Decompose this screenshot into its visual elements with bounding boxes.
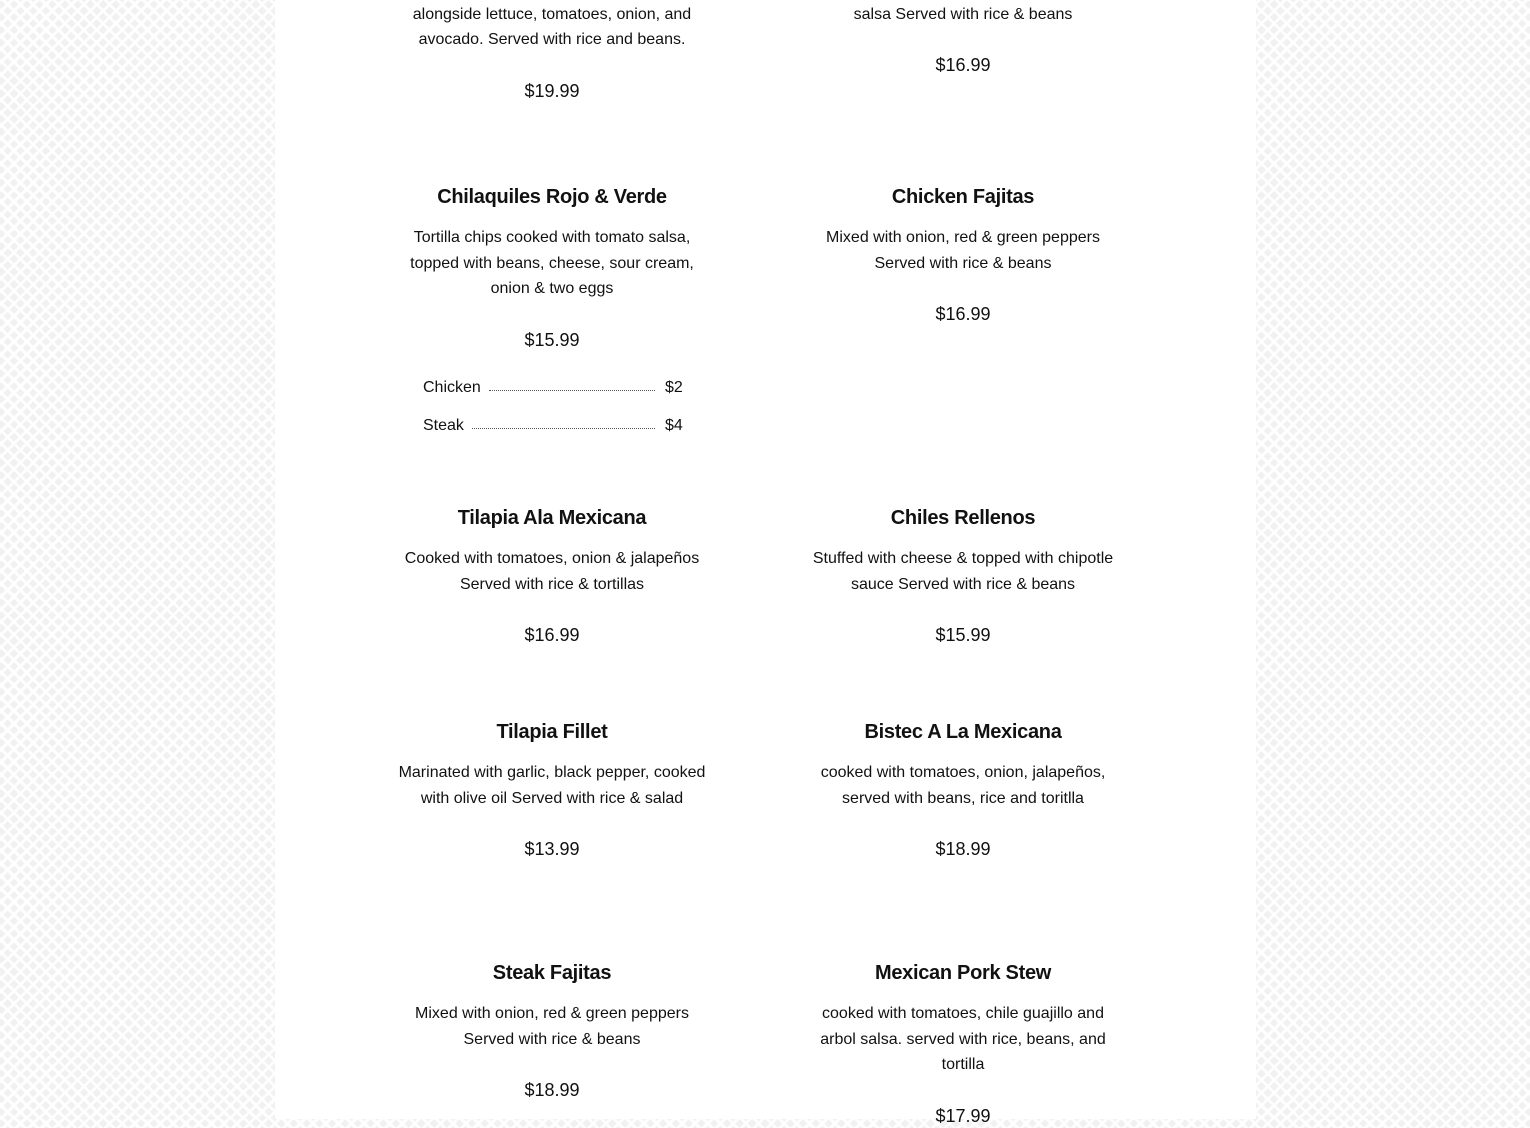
menu-item-description: Stuffed with cheese & topped with chipotle sauce Served with rice & beans — [812, 550, 1114, 593]
menu-item-description: Tortilla chips cooked with tomato salsa, topped with beans, cheese, sour cream, onion & two eggs — [410, 229, 694, 297]
menu-item-name: Chicken Fajitas — [891, 186, 1035, 208]
menu-item-pork-stew — [803, 961, 1123, 1128]
menu-item-price: $18.99 — [524, 1080, 580, 1100]
menu-item-name: Bistec A La Mexicana — [864, 721, 1062, 743]
menu-item-bistec — [803, 720, 1123, 861]
menu-item-price: $15.99 — [524, 329, 580, 350]
menu-page — [275, 0, 1256, 1126]
addon-row-steak — [423, 411, 683, 435]
menu-item-price: $16.99 — [935, 304, 991, 324]
menu-item-steak-fajitas — [392, 961, 712, 1102]
menu-item-price: $19.99 — [524, 80, 580, 101]
menu-item-name: Chilaquiles Rojo & Verde — [437, 186, 667, 208]
dotted-leader — [472, 427, 655, 429]
menu-item-chiles-rellenos — [803, 506, 1123, 647]
menu-item-price: $16.99 — [524, 625, 580, 645]
menu-item-name: Tilapia Fillet — [496, 721, 608, 743]
addon-label: Steak — [423, 417, 464, 434]
addon-list — [423, 373, 683, 449]
menu-item-price: $16.99 — [935, 55, 991, 75]
menu-item-guajillo — [803, 0, 1123, 77]
menu-item-skirt-steak — [392, 0, 712, 103]
menu-item-name: Steak Fajitas — [492, 962, 612, 984]
menu-item-name: Tilapia Ala Mexicana — [457, 507, 647, 529]
addon-price: $4 — [665, 417, 683, 434]
menu-item-description: cooked with tomatoes, onion, jalapeños, served with beans, rice and toritlla — [820, 764, 1106, 807]
menu-item-description: salsa Served with rice & beans — [853, 5, 1073, 23]
menu-item-price: $18.99 — [935, 839, 991, 859]
menu-item-description: cooked with tomatoes, chile guajillo and arbol salsa. served with rice, beans, and tortilla — [820, 1005, 1106, 1073]
menu-item-chilaquiles — [392, 185, 712, 352]
menu-item-tilapia-fillet — [392, 720, 712, 861]
menu-item-price: $17.99 — [935, 1105, 991, 1126]
menu-item-name: Mexican Pork Stew — [874, 962, 1052, 984]
dotted-leader — [489, 389, 655, 391]
menu-item-description: Mixed with onion, red & green peppers Served with rice & beans — [415, 1005, 689, 1048]
addon-row-chicken — [423, 373, 683, 397]
menu-item-name: Chiles Rellenos — [890, 507, 1036, 529]
addon-label: Chicken — [423, 379, 481, 396]
addon-price: $2 — [665, 379, 683, 396]
menu-item-chicken-fajitas — [803, 185, 1123, 326]
menu-item-description: Marinated with garlic, black pepper, cooked with olive oil Served with rice & salad — [398, 764, 706, 807]
menu-item-tilapia-mexicana — [392, 506, 712, 647]
menu-item-description: Mixed with onion, red & green peppers Served with rice & beans — [826, 229, 1100, 272]
menu-item-price: $13.99 — [524, 839, 580, 859]
menu-item-description: alongside lettuce, tomatoes, onion, and avocado. Served with rice and beans. — [412, 5, 692, 48]
menu-item-price: $15.99 — [935, 625, 991, 645]
menu-item-description: Cooked with tomatoes, onion & jalapeños Served with rice & tortillas — [404, 550, 700, 593]
